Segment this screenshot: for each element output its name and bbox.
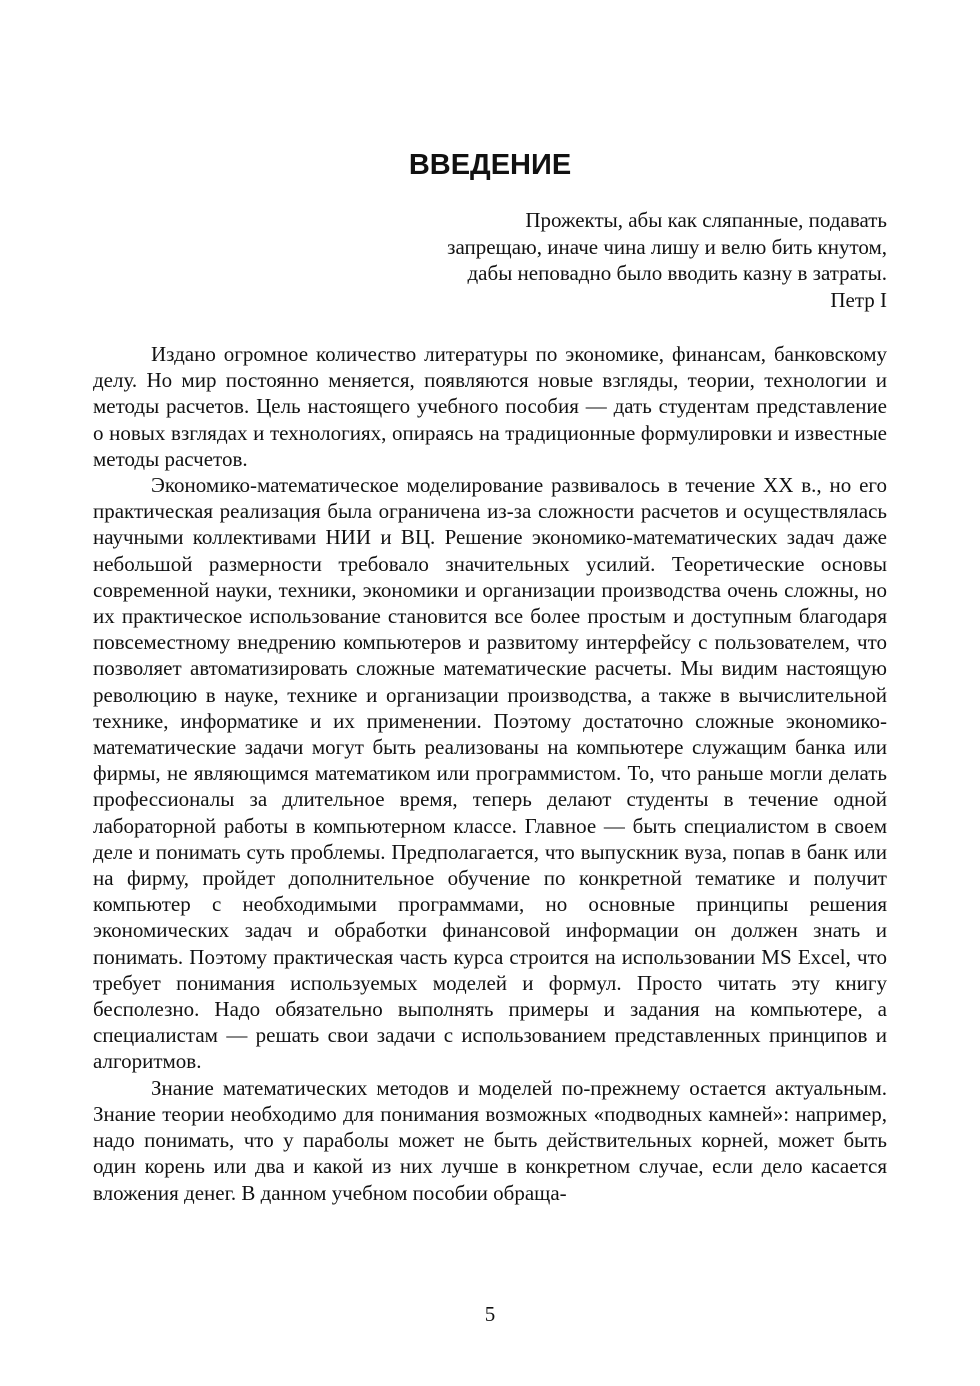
epigraph-author: Петр I xyxy=(830,287,887,312)
chapter-heading: ВВЕДЕНИЕ xyxy=(408,149,572,181)
epigraph-line: запрещаю, иначе чина лишу и велю бить кнутом, xyxy=(447,234,887,259)
body-text xyxy=(93,341,887,1206)
epigraph xyxy=(300,207,887,313)
epigraph-line: дабы неповадно было вводить казну в затраты. xyxy=(467,261,887,285)
paragraph: Издано огромное количество литературы по экономике, финансам, банковскому делу. Но мир постоянно меняется, появляются новые взгляды, теории, технологии и методы расчетов. Цель настоящего учебного пособия — дать студентам представление о новых взглядах и технологиях, опираясь на традиционные формулировки и известные методы расчетов. xyxy=(93,342,887,471)
paragraph: Экономико-математическое моделирование развивалось в течение XX в., но его практическая реализация была ограничена из-за сложности расчетов и осуществлялась научными коллективами НИИ и ВЦ. Решение экономико-математических задач даже небольшой размерности требовало значительных усилий. Теоретические основы современной науки, техники, экономики и организации производства очень сложны, но их практическое использование становится все более простым и доступным благодаря повсеместному внедрению компьютеров и развитому интерфейсу с пользователем, что позволяет автоматизировать сложные математические расчеты. Мы видим настоящую революцию в науке, технике и организации производства, а также в вычислительной технике, информатике и их применении. Поэтому достаточно сложные экономико-математические задачи могут быть реализованы на компьютере служащим банка или фирмы, не являющимся математиком или программистом. То, что раньше могли делать профессионалы за длительное время, теперь делают студенты в течение одной лабораторной работы в компьютерном классе. Главное — быть специалистом в своем деле и понимать суть проблемы. Предполагается, что выпускник вуза, попав в банк или на фирму, пройдет дополнительное обучение по конкретной тематике и получит компьютер с необходимыми программами, но основные принципы решения экономических задач и обработки финансовой информации он должен знать и понимать. Поэтому практическая часть курса строится на использовании MS Excel, что требует понимания используемых моделей и формул. Просто читать эту книгу бесполезно. Надо обязательно выполнять примеры и задания на компьютере, а специалистам — решать свои задачи с использованием представленных принципов и алгоритмов. xyxy=(93,473,887,1074)
epigraph-line: Прожекты, абы как сляпанные, подавать xyxy=(525,208,887,232)
paragraph: Знание математических методов и моделей по-прежнему остается актуальным. Знание теории необходимо для понимания возможных «подводных камней»: например, надо понимать, что у параболы может не быть действительных корней, может быть один корень или два и какой из них лучше в конкретном случае, если дело касается вложения денег. В данном учебном пособии обраща- xyxy=(93,1075,887,1205)
page-number: 5 xyxy=(484,1302,496,1326)
